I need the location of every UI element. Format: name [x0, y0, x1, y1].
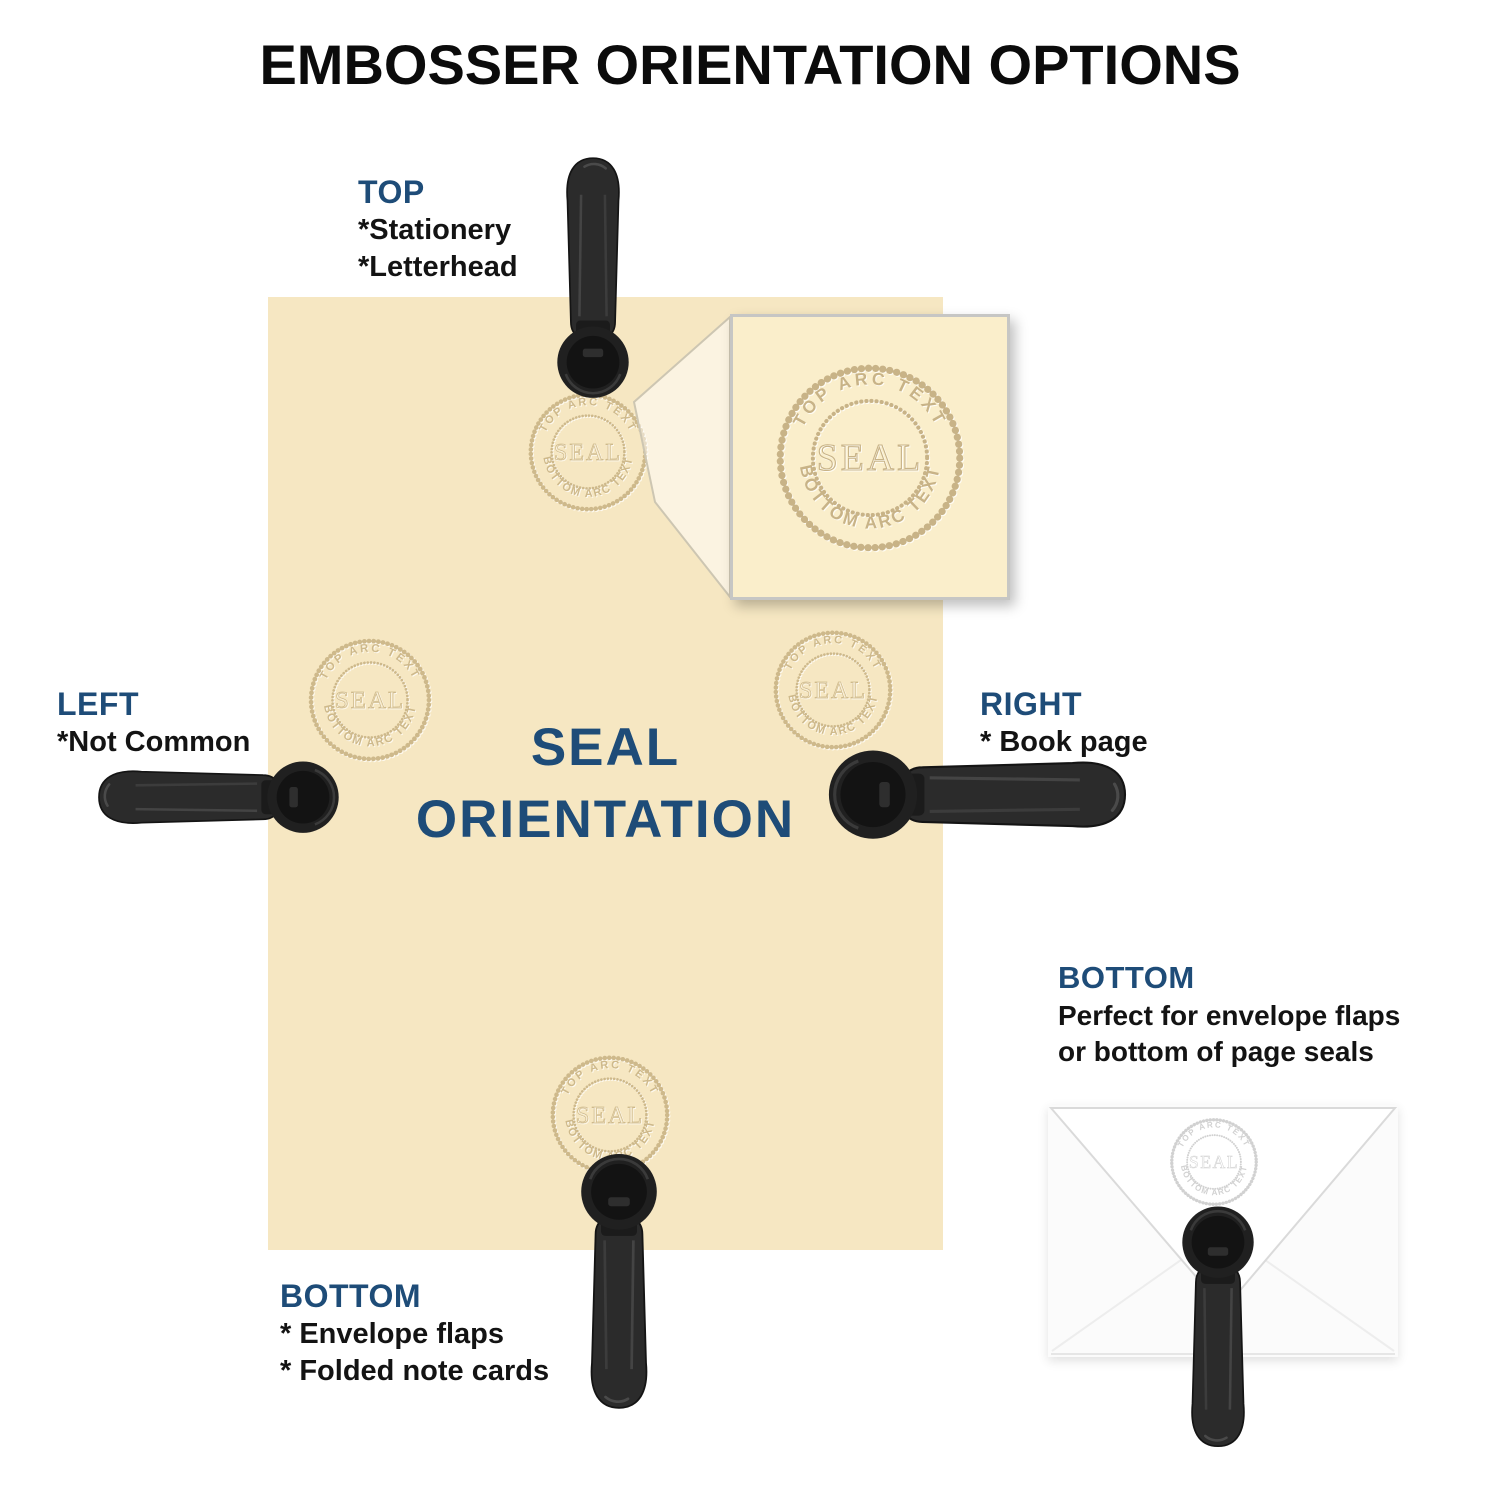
envelope-embosser-graphic: [1167, 1201, 1269, 1456]
paper-caption-line1: SEAL: [530, 718, 681, 777]
label-bottom-right: [1058, 958, 1400, 1070]
label-left: [57, 684, 250, 761]
label-bottom-heading: BOTTOM: [280, 1278, 422, 1314]
paper-caption-line2: ORIENTATION: [415, 790, 796, 849]
label-bottom-right-line: Perfect for envelope flaps: [1058, 1000, 1401, 1031]
label-left-heading: LEFT: [57, 686, 139, 722]
label-right: [980, 684, 1148, 761]
label-bottom: [280, 1276, 549, 1390]
label-right-heading: RIGHT: [980, 686, 1083, 722]
label-left-item: *Not Common: [57, 726, 251, 758]
label-top-item: *Stationery: [358, 214, 512, 246]
seal-impression-top: [523, 387, 653, 517]
seal-impression-inset: [768, 356, 972, 560]
top-embosser-graphic: [542, 148, 644, 403]
bottom-embosser-graphic: [565, 1149, 673, 1419]
label-top: [358, 172, 518, 286]
label-bottom-right-line: or bottom of page seals: [1058, 1036, 1374, 1067]
label-top-item: *Letterhead: [358, 251, 518, 283]
left-embosser-graphic: [89, 746, 344, 848]
page-title: EMBOSSER ORIENTATION OPTIONS: [259, 33, 1241, 96]
label-top-heading: TOP: [358, 174, 425, 210]
label-right-item: * Book page: [980, 726, 1148, 758]
label-bottom-right-heading: BOTTOM: [1058, 960, 1195, 995]
label-bottom-item: * Folded note cards: [280, 1355, 550, 1387]
seal-impression-envelope: [1166, 1114, 1262, 1210]
label-bottom-item: * Envelope flaps: [280, 1318, 505, 1350]
